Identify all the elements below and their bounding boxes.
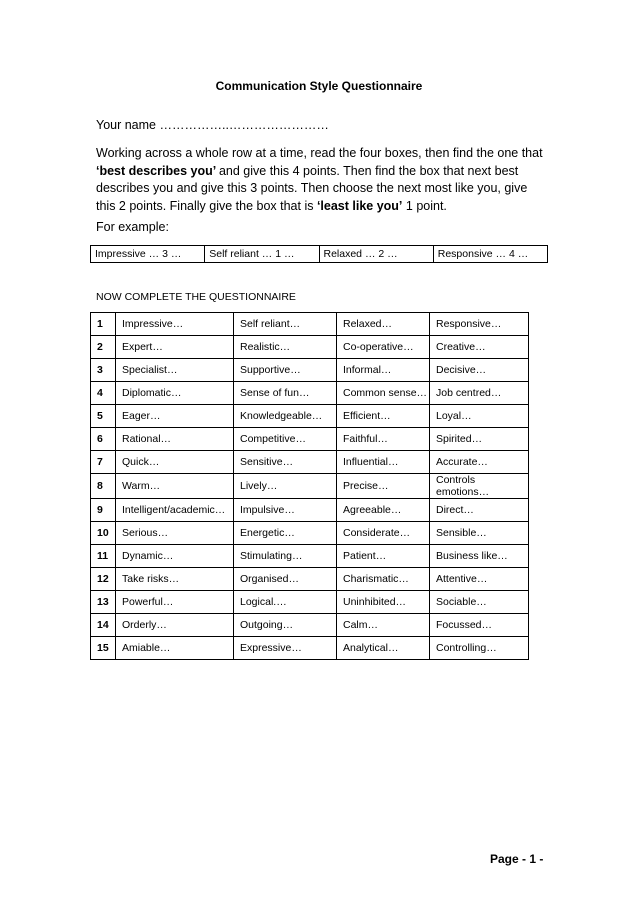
answer-cell: Intelligent/academic…	[116, 499, 234, 522]
row-number: 5	[91, 405, 116, 428]
questionnaire-row	[91, 474, 529, 499]
answer-cell: Competitive…	[234, 428, 337, 451]
your-name-line: Your name ……………..……………………	[96, 118, 329, 132]
example-cell: Relaxed … 2 …	[320, 246, 434, 262]
questionnaire-row	[91, 568, 529, 591]
answer-cell: Knowledgeable…	[234, 405, 337, 428]
now-complete-heading: NOW COMPLETE THE QUESTIONNAIRE	[96, 291, 296, 303]
example-cell: Impressive … 3 …	[91, 246, 205, 262]
answer-cell: Sociable…	[430, 591, 529, 614]
row-number: 14	[91, 614, 116, 637]
answer-cell: Decisive…	[430, 359, 529, 382]
example-cell: Self reliant … 1 …	[205, 246, 319, 262]
answer-cell: Realistic…	[234, 336, 337, 359]
answer-cell: Self reliant…	[234, 313, 337, 336]
answer-cell: Direct…	[430, 499, 529, 522]
answer-cell: Warm…	[116, 474, 234, 499]
questionnaire-row	[91, 591, 529, 614]
answer-cell: Controls emotions…	[430, 474, 529, 499]
answer-cell: Sensitive…	[234, 451, 337, 474]
row-number: 1	[91, 313, 116, 336]
questionnaire-row	[91, 359, 529, 382]
row-number: 10	[91, 522, 116, 545]
answer-cell: Informal…	[337, 359, 430, 382]
questionnaire-row	[91, 637, 529, 660]
answer-cell: Impulsive…	[234, 499, 337, 522]
row-number: 8	[91, 474, 116, 499]
answer-cell: Eager…	[116, 405, 234, 428]
answer-cell: Responsive…	[430, 313, 529, 336]
questionnaire-row	[91, 382, 529, 405]
answer-cell: Business like…	[430, 545, 529, 568]
questionnaire-row	[91, 451, 529, 474]
answer-cell: Specialist…	[116, 359, 234, 382]
questionnaire-table	[90, 312, 529, 660]
answer-cell: Co-operative…	[337, 336, 430, 359]
example-cell: Responsive … 4 …	[437, 248, 529, 260]
answer-cell: Charismatic…	[337, 568, 430, 591]
example-table	[90, 245, 548, 263]
instructions-paragraph	[96, 145, 546, 215]
row-number: 3	[91, 359, 116, 382]
row-number: 12	[91, 568, 116, 591]
answer-cell: Patient…	[337, 545, 430, 568]
row-number: 9	[91, 499, 116, 522]
answer-cell: Considerate…	[337, 522, 430, 545]
answer-cell: Impressive…	[116, 313, 234, 336]
answer-cell: Lively…	[234, 474, 337, 499]
answer-cell: Quick…	[116, 451, 234, 474]
answer-cell: Accurate…	[430, 451, 529, 474]
questionnaire-row	[91, 499, 529, 522]
answer-cell: Organised…	[234, 568, 337, 591]
row-number: 7	[91, 451, 116, 474]
answer-cell: Rational…	[116, 428, 234, 451]
answer-cell: Faithful…	[337, 428, 430, 451]
page-number: Page - 1 -	[490, 852, 544, 866]
instructions-text-2: and give this 4 points. Then find the box that next best describes you and give this 3 points. Then choose the next most like you, give this 2 points. Finally give the box that is	[96, 163, 528, 213]
answer-cell: Serious…	[116, 522, 234, 545]
answer-cell: Dynamic…	[116, 545, 234, 568]
answer-cell: Orderly…	[116, 614, 234, 637]
answer-cell: Powerful…	[116, 591, 234, 614]
questionnaire-row	[91, 522, 529, 545]
answer-cell: Amiable…	[116, 637, 234, 660]
least-like-you-emphasis: ‘least like you’	[316, 198, 403, 213]
answer-cell: Energetic…	[234, 522, 337, 545]
answer-cell: Expressive…	[234, 637, 337, 660]
answer-cell: Spirited…	[430, 428, 529, 451]
example-label: For example:	[96, 220, 169, 234]
answer-cell: Agreeable…	[337, 499, 430, 522]
answer-cell: Precise…	[337, 474, 430, 499]
answer-cell: Controlling…	[430, 637, 529, 660]
answer-cell: Take risks…	[116, 568, 234, 591]
row-number: 15	[91, 637, 116, 660]
answer-cell: Sense of fun…	[234, 382, 337, 405]
instructions-text-3: 1 point.	[402, 198, 447, 213]
row-number: 13	[91, 591, 116, 614]
answer-cell: Attentive…	[430, 568, 529, 591]
answer-cell: Focussed…	[430, 614, 529, 637]
answer-cell: Expert…	[116, 336, 234, 359]
answer-cell: Efficient…	[337, 405, 430, 428]
answer-cell: Relaxed…	[337, 313, 430, 336]
answer-cell: Sensible…	[430, 522, 529, 545]
page-title: Communication Style Questionnaire	[215, 79, 423, 93]
answer-cell: Outgoing…	[234, 614, 337, 637]
questionnaire-row	[91, 336, 529, 359]
instructions-text-1: Working across a whole row at a time, read the four boxes, then find the one that	[96, 146, 543, 160]
answer-cell: Job centred…	[430, 382, 529, 405]
row-number: 2	[91, 336, 116, 359]
answer-cell: Diplomatic…	[116, 382, 234, 405]
questionnaire-row	[91, 614, 529, 637]
answer-cell: Common sense…	[337, 382, 430, 405]
answer-cell: Creative…	[430, 336, 529, 359]
answer-cell: Calm…	[337, 614, 430, 637]
answer-cell: Uninhibited…	[337, 591, 430, 614]
row-number: 4	[91, 382, 116, 405]
row-number: 11	[91, 545, 116, 568]
questionnaire-row	[91, 313, 529, 336]
answer-cell: Loyal…	[430, 405, 529, 428]
answer-cell: Analytical…	[337, 637, 430, 660]
answer-cell: Stimulating…	[234, 545, 337, 568]
questionnaire-row	[91, 428, 529, 451]
answer-cell: Logical.…	[234, 591, 337, 614]
answer-cell: Influential…	[337, 451, 430, 474]
questionnaire-row	[91, 545, 529, 568]
best-describes-you-emphasis: ‘best describes you’	[96, 163, 219, 178]
answer-cell: Supportive…	[234, 359, 337, 382]
row-number: 6	[91, 428, 116, 451]
questionnaire-row	[91, 405, 529, 428]
